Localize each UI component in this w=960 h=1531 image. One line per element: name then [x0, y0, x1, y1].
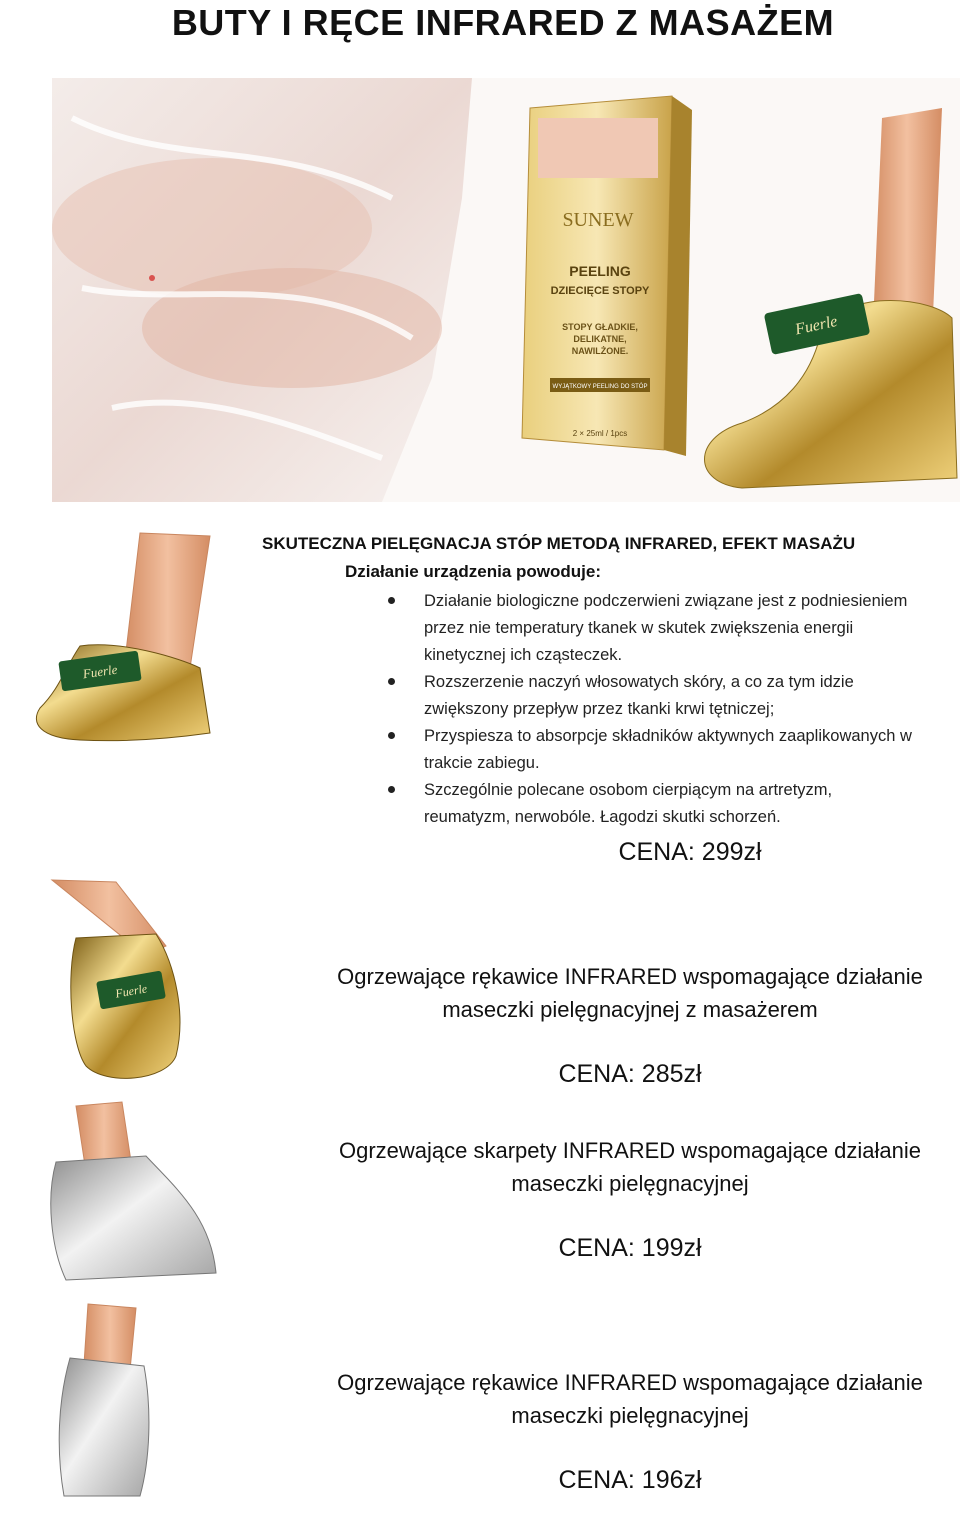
product-name-line: maseczki pielęgnacyjnej [511, 1403, 749, 1428]
page-title: BUTY I RĘCE INFRARED Z MASAŻEM [171, 2, 835, 43]
feature-item: Przyspiesza to absorpcje składników aktywnych zaaplikowanych w trakcie zabiegu. [386, 723, 916, 777]
silver-glove-image [40, 1300, 170, 1500]
box-badge-text: WYJĄTKOWY PEELING DO STÓP [552, 384, 648, 390]
feature-item: Działanie biologiczne podczerwieni związane jest z podniesieniem przez nie temperatury tkanek w skutek zwiększenia energii kinetycznej ich cząsteczek. [386, 588, 916, 669]
box-brand-text: SUNEW [562, 209, 634, 231]
box-tagline-text: DELIKATNE, [573, 334, 627, 344]
gold-glove-image [46, 876, 196, 1086]
product-name-line: maseczki pielęgnacyjnej z masażerem [442, 997, 818, 1022]
gold-bootie-image [20, 528, 220, 768]
price-gold-glove: CENA: 285zł [558, 1060, 702, 1088]
hero-image [52, 78, 960, 502]
price-silver-sock: CENA: 199zł [558, 1234, 702, 1262]
silver-sock-image [36, 1098, 226, 1288]
product-name [300, 960, 960, 1026]
box-tagline-text: NAWILŻONE. [571, 346, 629, 356]
price-silver-glove: CENA: 196zł [558, 1466, 702, 1494]
product-name-line: maseczki pielęgnacyjnej [511, 1171, 749, 1196]
intro-subheading: Działanie urządzenia powoduje: [345, 562, 601, 581]
product-name-line: Ogrzewające rękawice INFRARED wspomagające działanie [337, 964, 923, 989]
product-name [290, 1134, 960, 1200]
feature-item: Szczególnie polecane osobom cierpiącym na artretyzm, reumatyzm, nerwobóle. Łagodzi skutki schorzeń. [386, 777, 916, 831]
feature-list [386, 588, 916, 831]
bootie-label-text: Fuerle [81, 661, 119, 682]
glove-label-text: Fuerle [114, 981, 149, 1001]
feature-item: Rozszerzenie naczyń włosowatych skóry, a co za tym idzie zwiększony przepływ przez tkanki krwi tętniczej; [386, 669, 916, 723]
box-line2-text: DZIECIĘCE STOPY [550, 285, 650, 297]
product-name-line: Ogrzewające skarpety INFRARED wspomagające działanie [338, 1138, 922, 1163]
intro-heading: SKUTECZNA PIELĘGNACJA STÓP METODĄ INFRARED, EFEKT MASAŻU [262, 534, 856, 553]
price-bootie: CENA: 299zł [618, 838, 762, 866]
bootie-brand-text: Fuerle [793, 312, 839, 339]
product-name-line: Ogrzewające rękawice INFRARED wspomagające działanie [337, 1370, 923, 1395]
box-volume-text: 2 × 25ml / 1pcs [572, 429, 628, 438]
box-line1-text: PEELING [569, 263, 631, 279]
product-name [290, 1366, 960, 1432]
box-tagline-text: STOPY GŁADKIE, [562, 322, 638, 332]
